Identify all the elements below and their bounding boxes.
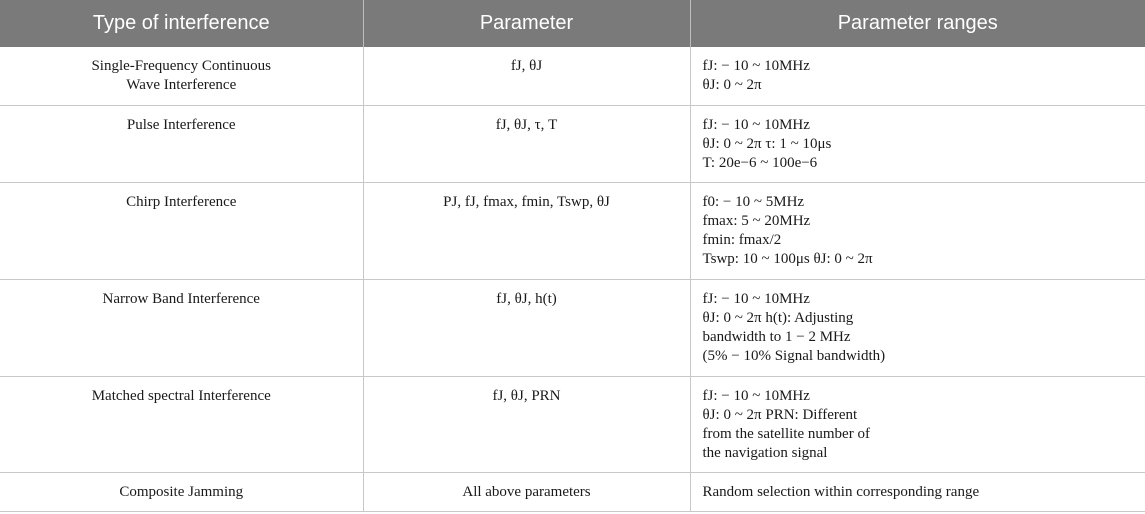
cell-parameter: [363, 105, 690, 182]
range-line: θJ: 0 ~ 2π τ: 1 ~ 10μs: [702, 135, 832, 152]
parameter-value: All above parameters: [462, 483, 591, 500]
cell-ranges: [690, 182, 1145, 279]
cell-ranges: [690, 105, 1145, 182]
range-line: T: 20e−6 ~ 100e−6: [702, 154, 818, 171]
parameter-value: fJ, θJ: [510, 58, 543, 74]
table-row: [0, 182, 1145, 279]
table-row: [0, 105, 1145, 182]
range-line: θJ: 0 ~ 2π PRN: Different: [702, 406, 858, 423]
header-parameter: Parameter: [363, 0, 690, 47]
cell-parameter: [363, 182, 690, 279]
range-line: from the satellite number of: [702, 425, 870, 442]
table-body: [0, 47, 1145, 511]
cell-ranges: [690, 279, 1145, 376]
cell-ranges: [690, 47, 1145, 105]
type-label: Pulse Interference: [126, 116, 236, 133]
parameter-value: fJ, θJ, PRN: [492, 387, 561, 404]
cell-parameter: [363, 376, 690, 472]
type-label: Single-Frequency Continuous Wave Interference: [91, 58, 272, 93]
range-line: (5% − 10% Signal bandwidth): [702, 347, 886, 364]
cell-ranges: [690, 376, 1145, 472]
cell-type: [0, 182, 363, 279]
range-line: Tswp: 10 ~ 100μs θJ: 0 ~ 2π: [702, 250, 873, 267]
header-type: Type of interference: [0, 0, 363, 47]
range-line: fmax: 5 ~ 20MHz: [702, 212, 811, 229]
range-line: f0: − 10 ~ 5MHz: [702, 193, 805, 210]
range-line: fJ: − 10 ~ 10MHz: [702, 290, 810, 307]
parameter-value: PJ, fJ, fmax, fmin, Tswp, θJ: [443, 193, 610, 210]
cell-parameter: [363, 47, 690, 105]
cell-type: [0, 47, 363, 105]
range-line: fJ: − 10 ~ 10MHz: [702, 58, 810, 74]
table-row: [0, 279, 1145, 376]
range-line: θJ: 0 ~ 2π h(t): Adjusting: [702, 309, 854, 326]
table-row: [0, 376, 1145, 472]
cell-type: [0, 376, 363, 472]
table-row: [0, 472, 1145, 511]
cell-type: [0, 279, 363, 376]
cell-parameter: [363, 279, 690, 376]
range-line: bandwidth to 1 − 2 MHz: [702, 328, 851, 345]
cell-type: [0, 472, 363, 511]
table-header: [0, 0, 1145, 47]
range-line: fJ: − 10 ~ 10MHz: [702, 387, 810, 404]
type-label: Composite Jamming: [119, 483, 244, 500]
range-line: fJ: − 10 ~ 10MHz: [702, 116, 810, 133]
header-parameter-ranges: Parameter ranges: [690, 0, 1145, 47]
type-label: Chirp Interference: [126, 193, 237, 210]
range-line: θJ: 0 ~ 2π: [702, 77, 762, 93]
header-row: [0, 0, 1145, 47]
parameter-value: fJ, θJ, τ, T: [495, 116, 558, 133]
type-label: Matched spectral Interference: [91, 387, 271, 404]
range-line: the navigation signal: [702, 444, 828, 461]
range-line: fmin: fmax/2: [702, 231, 782, 248]
cell-type: [0, 105, 363, 182]
range-line: Random selection within corresponding range: [702, 483, 980, 500]
table-row: [0, 47, 1145, 105]
type-label: Narrow Band Interference: [102, 290, 260, 307]
cell-ranges: [690, 472, 1145, 511]
cell-parameter: [363, 472, 690, 511]
parameter-value: fJ, θJ, h(t): [496, 290, 557, 307]
